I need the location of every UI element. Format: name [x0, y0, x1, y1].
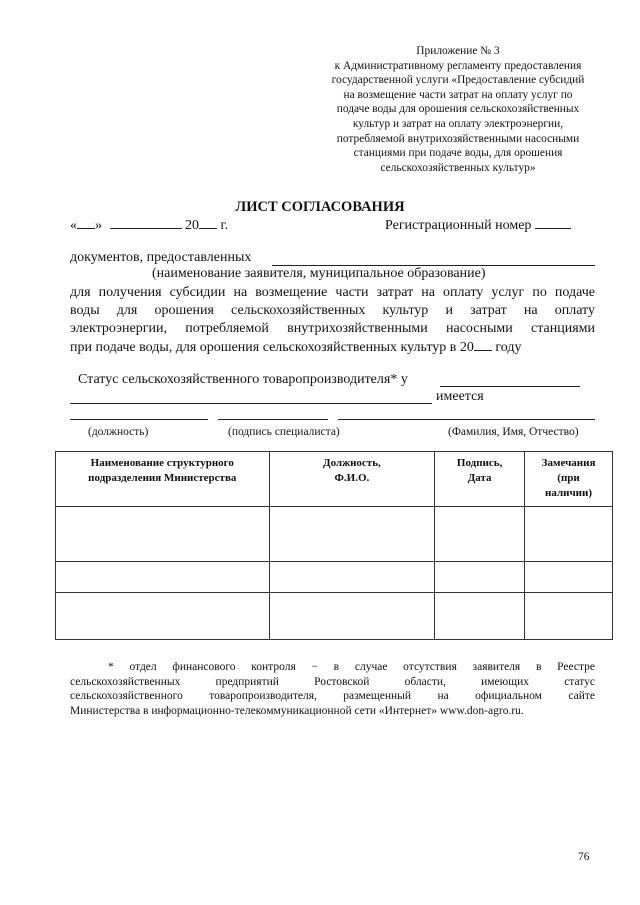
signature-line[interactable] — [218, 419, 328, 420]
status-value: имеется — [436, 389, 484, 404]
table-cell[interactable] — [56, 562, 270, 593]
page-title: ЛИСТ СОГЛАСОВАНИЯ — [235, 199, 405, 215]
appendix-line: сельскохозяйственных культур» — [380, 161, 536, 174]
header-text: Ф.И.О. — [334, 472, 370, 484]
table-cell[interactable] — [435, 593, 525, 640]
footnote-line: сельскохозяйственных предприятий Ростовской области, имеющих статус — [70, 675, 595, 688]
documents-caption: (наименование заявителя, муниципальное образование) — [152, 266, 486, 281]
table-cell[interactable] — [435, 507, 525, 562]
table-cell[interactable] — [525, 593, 613, 640]
page-number: 76 — [578, 851, 590, 863]
registration-label: Регистрационный номер — [385, 218, 532, 233]
header-text: Наименование структурного — [90, 457, 234, 469]
day-blank[interactable] — [77, 216, 95, 229]
documents-label: документов, предоставленных — [70, 250, 252, 265]
header-text: Замечания — [541, 457, 596, 469]
header-text: Дата — [467, 472, 492, 484]
table-cell[interactable] — [525, 562, 613, 593]
column-header-remarks — [525, 452, 613, 507]
header-text: подразделения Министерства — [88, 472, 237, 484]
status-holder-line[interactable] — [70, 403, 432, 404]
day-close-quote: » — [95, 218, 102, 233]
table-header-row — [56, 452, 613, 507]
table-row — [56, 562, 613, 593]
year-prefix: 20 — [185, 218, 199, 233]
registration-row — [385, 216, 571, 234]
column-header-signature — [435, 452, 525, 507]
purpose-paragraph — [70, 284, 595, 356]
appendix-header — [300, 44, 616, 175]
header-text: Должность, — [323, 457, 381, 469]
status-label: Статус сельскохозяйственного товаропроизводителя* у — [78, 372, 408, 387]
table-row — [56, 593, 613, 640]
full-name-line[interactable] — [338, 419, 595, 420]
position-caption: (должность) — [88, 426, 149, 438]
header-text: Подпись, — [456, 457, 503, 469]
appendix-line: потребляемой внутрихозяйственными насосными — [336, 132, 580, 145]
table-row — [56, 507, 613, 562]
position-line[interactable] — [70, 419, 208, 420]
table-cell[interactable] — [56, 507, 270, 562]
purpose-line: для получения субсидии на возмещение части затрат на оплату услуг по подаче — [70, 285, 595, 300]
footnote-line: Министерства в информационно-телекоммуникационной сети «Интернет» www.don-agro.ru. — [70, 704, 524, 717]
appendix-line: Приложение № 3 — [416, 45, 500, 57]
appendix-line: станциями при подаче воды, для орошения — [353, 147, 563, 160]
purpose-year-tail: году — [495, 340, 522, 355]
table-cell[interactable] — [56, 593, 270, 640]
appendix-line: государственной услуги «Предоставление субсидий — [331, 74, 585, 87]
header-text: (при — [557, 472, 580, 484]
registration-number-blank[interactable] — [535, 216, 571, 229]
signature-caption: (подпись специалиста) — [228, 426, 340, 438]
status-blank[interactable] — [440, 386, 580, 387]
purpose-line: электроэнергии, потребляемой внутрихозяйственными насосными станциями — [70, 321, 595, 336]
header-text: наличии) — [545, 487, 593, 499]
purpose-line: при подаче воды, для орошения сельскохозяйственных культур в 20 — [70, 340, 474, 355]
purpose-year-blank[interactable] — [474, 338, 492, 351]
month-blank[interactable] — [110, 216, 182, 229]
appendix-line: на возмещение части затрат на оплату услуг по — [343, 88, 573, 101]
table-cell[interactable] — [525, 507, 613, 562]
purpose-last-line — [70, 338, 595, 356]
day-open-quote: « — [70, 218, 77, 233]
column-header-position — [269, 452, 435, 507]
table-cell[interactable] — [435, 562, 525, 593]
year-suffix: г. — [220, 218, 229, 233]
footnote-line: сельскохозяйственного товаропроизводителя, размещенный на официальном сайте — [70, 690, 595, 702]
footnote — [70, 660, 595, 718]
table-cell[interactable] — [269, 593, 435, 640]
appendix-line: культур и затрат на оплату электроэнергии, — [352, 117, 564, 130]
purpose-line: воды для орошения сельскохозяйственных культур и затрат на оплату — [70, 303, 595, 318]
full-name-caption: (Фамилия, Имя, Отчество) — [448, 426, 579, 438]
date-row — [70, 216, 228, 234]
appendix-line: к Административному регламенту предоставления — [334, 59, 582, 72]
table-cell[interactable] — [269, 562, 435, 593]
year-blank[interactable] — [199, 216, 217, 229]
footnote-line: * отдел финансового контроля − в случае отсутствия заявителя в Реестре — [108, 661, 595, 673]
column-header-department — [56, 452, 270, 507]
approval-table — [55, 451, 613, 640]
appendix-line: подаче воды для орошения сельскохозяйственных — [336, 103, 580, 116]
table-cell[interactable] — [269, 507, 435, 562]
